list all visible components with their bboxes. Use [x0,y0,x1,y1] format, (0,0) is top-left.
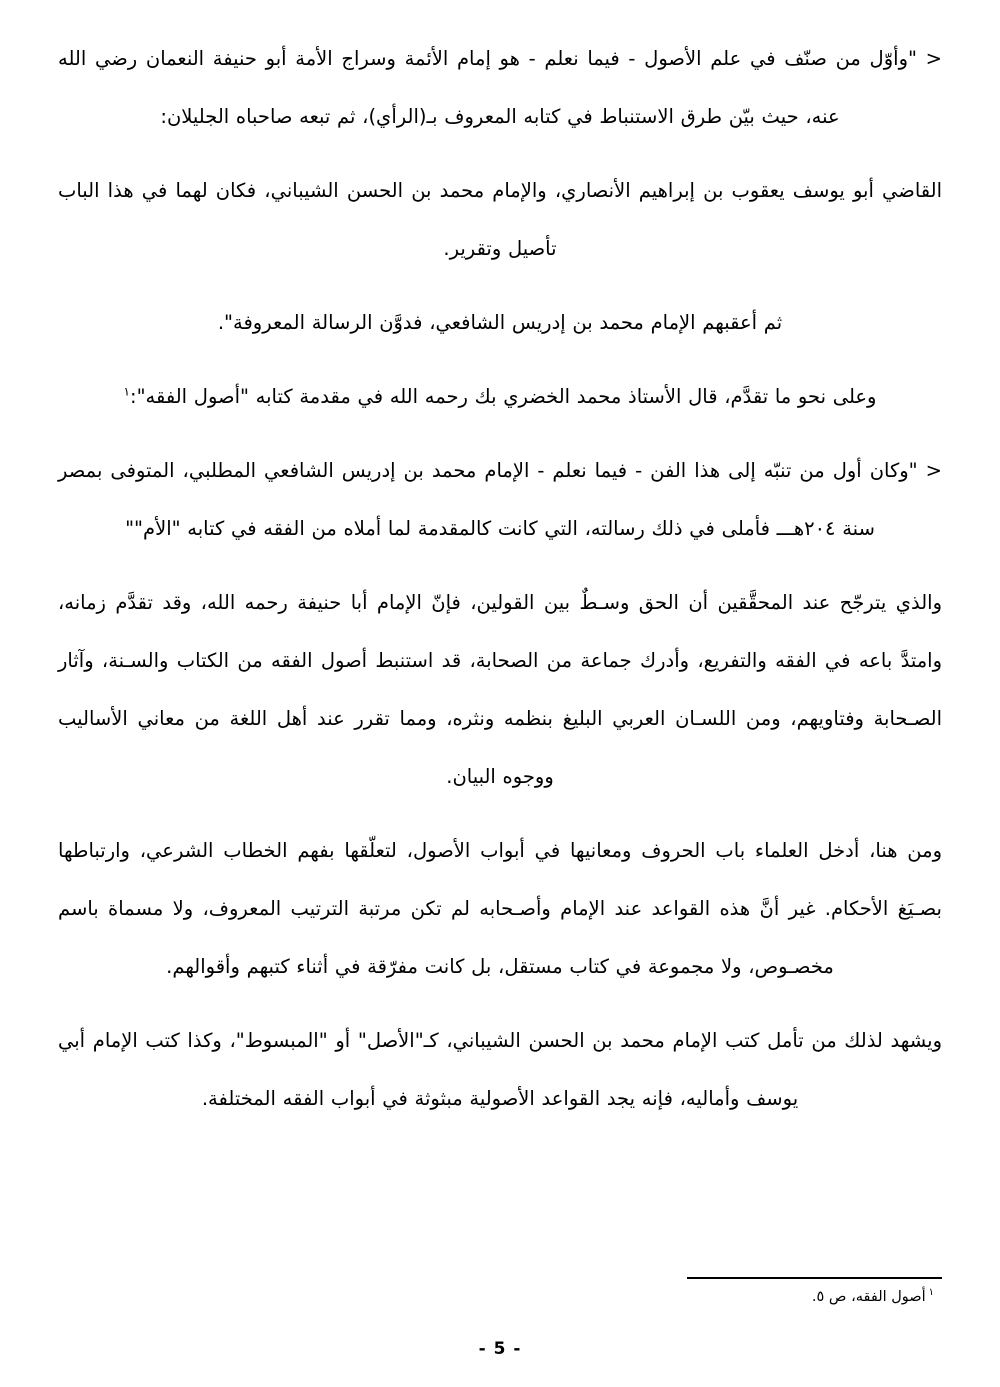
footnote-entry-1 [672,1285,942,1309]
footnote-entry-1-text: أصول الفقه، ص ٥. [811,1289,926,1305]
blockquote-paragraph-1-end: ثم أعقبهم الإمام محمد بن إدريس الشافعي، فدوَّن الرسالة المعروفة". [217,311,783,334]
paragraph-khudari-intro-text: وعلى نحو ما تقدَّم، قال الأستاذ محمد الخضري بك رحمه الله في مقدمة كتابه "أصول الفقه": [130,385,877,408]
footnote-separator-rule [687,1277,942,1279]
body-paragraph-1: والذي يترجّح عند المحقَّقين أن الحق وسـطٌ بين القولين، فإنّ الإمام أبا حنيفة رحمه الله، وقد تقدَّم زمانه، وامتدَّ باعه في الفقه والتفريع، وأدرك جماعة من الصحابة، قد استنبط أصول الفقه من الكتاب والسـنة، وآثار الصـحابة وفتاويهم، ومن اللسـان العربي البليغ بنظمه ونثره، ومما تقرر عند أهل اللغة من معاني الأساليب ووجوه البيان. [58,591,942,788]
page-number: - 5 - [478,1339,522,1359]
body-paragraph-3: ويشهد لذلك من تأمل كتب الإمام محمد بن الحسن الشيباني، كـ"الأصل" أو "المبسوط"، وكذا كتب الإمام أبي يوسف وأماليه، فإنه يجد القواعد الأصولية مبثوثة في أبواب الفقه المختلفة. [58,1029,942,1110]
footnote-marker-1: ١ [928,1287,934,1299]
blockquote-paragraph-2: < "وكان أول من تنبّه إلى هذا الفن - فيما نعلم - الإمام محمد بن إدريس الشافعي المطلبي، المتوفى بمصر سنة ٢٠٤هـــ فأملى في ذلك رسالته، التي كانت كالمقدمة لما أملاه من الفقه في كتابه "الأم"" [58,459,942,540]
blockquote-paragraph-1-continued: القاضي أبو يوسف يعقوب بن إبراهيم الأنصاري، والإمام محمد بن الحسن الشيباني، فكان لهما في هذا الباب تأصيل وتقرير. [58,179,942,260]
paragraph-khudari-intro [58,368,942,426]
footnote-reference-1[interactable]: ١ [123,384,130,399]
body-paragraph-2: ومن هنا، أدخل العلماء باب الحروف ومعانيها في أبواب الأصول، لتعلّقها بفهم الخطاب الشرعي، وارتباطها بصـيَغ الأحكام. غير أنَّ هذه القواعد عند الإمام وأصـحابه لم تكن مرتبة الترتيب المعروف، ولا مسماة باسم مخصـوص، ولا مجموعة في كتاب مستقل، بل كانت مفرّقة في أثناء كتبهم وأقوالهم. [58,839,942,978]
page-content [58,30,942,1128]
blockquote-paragraph-1: < "وأوّل من صنّف في علم الأصول - فيما نعلم - هو إمام الأئمة وسراج الأمة أبو حنيفة النعمان رضي الله عنه، حيث بيّن طرق الاستنباط في كتابه المعروف بـ(الرأي)، ثم تبعه صاحباه الجليلان: [58,47,942,128]
footnote-block [672,1277,942,1309]
